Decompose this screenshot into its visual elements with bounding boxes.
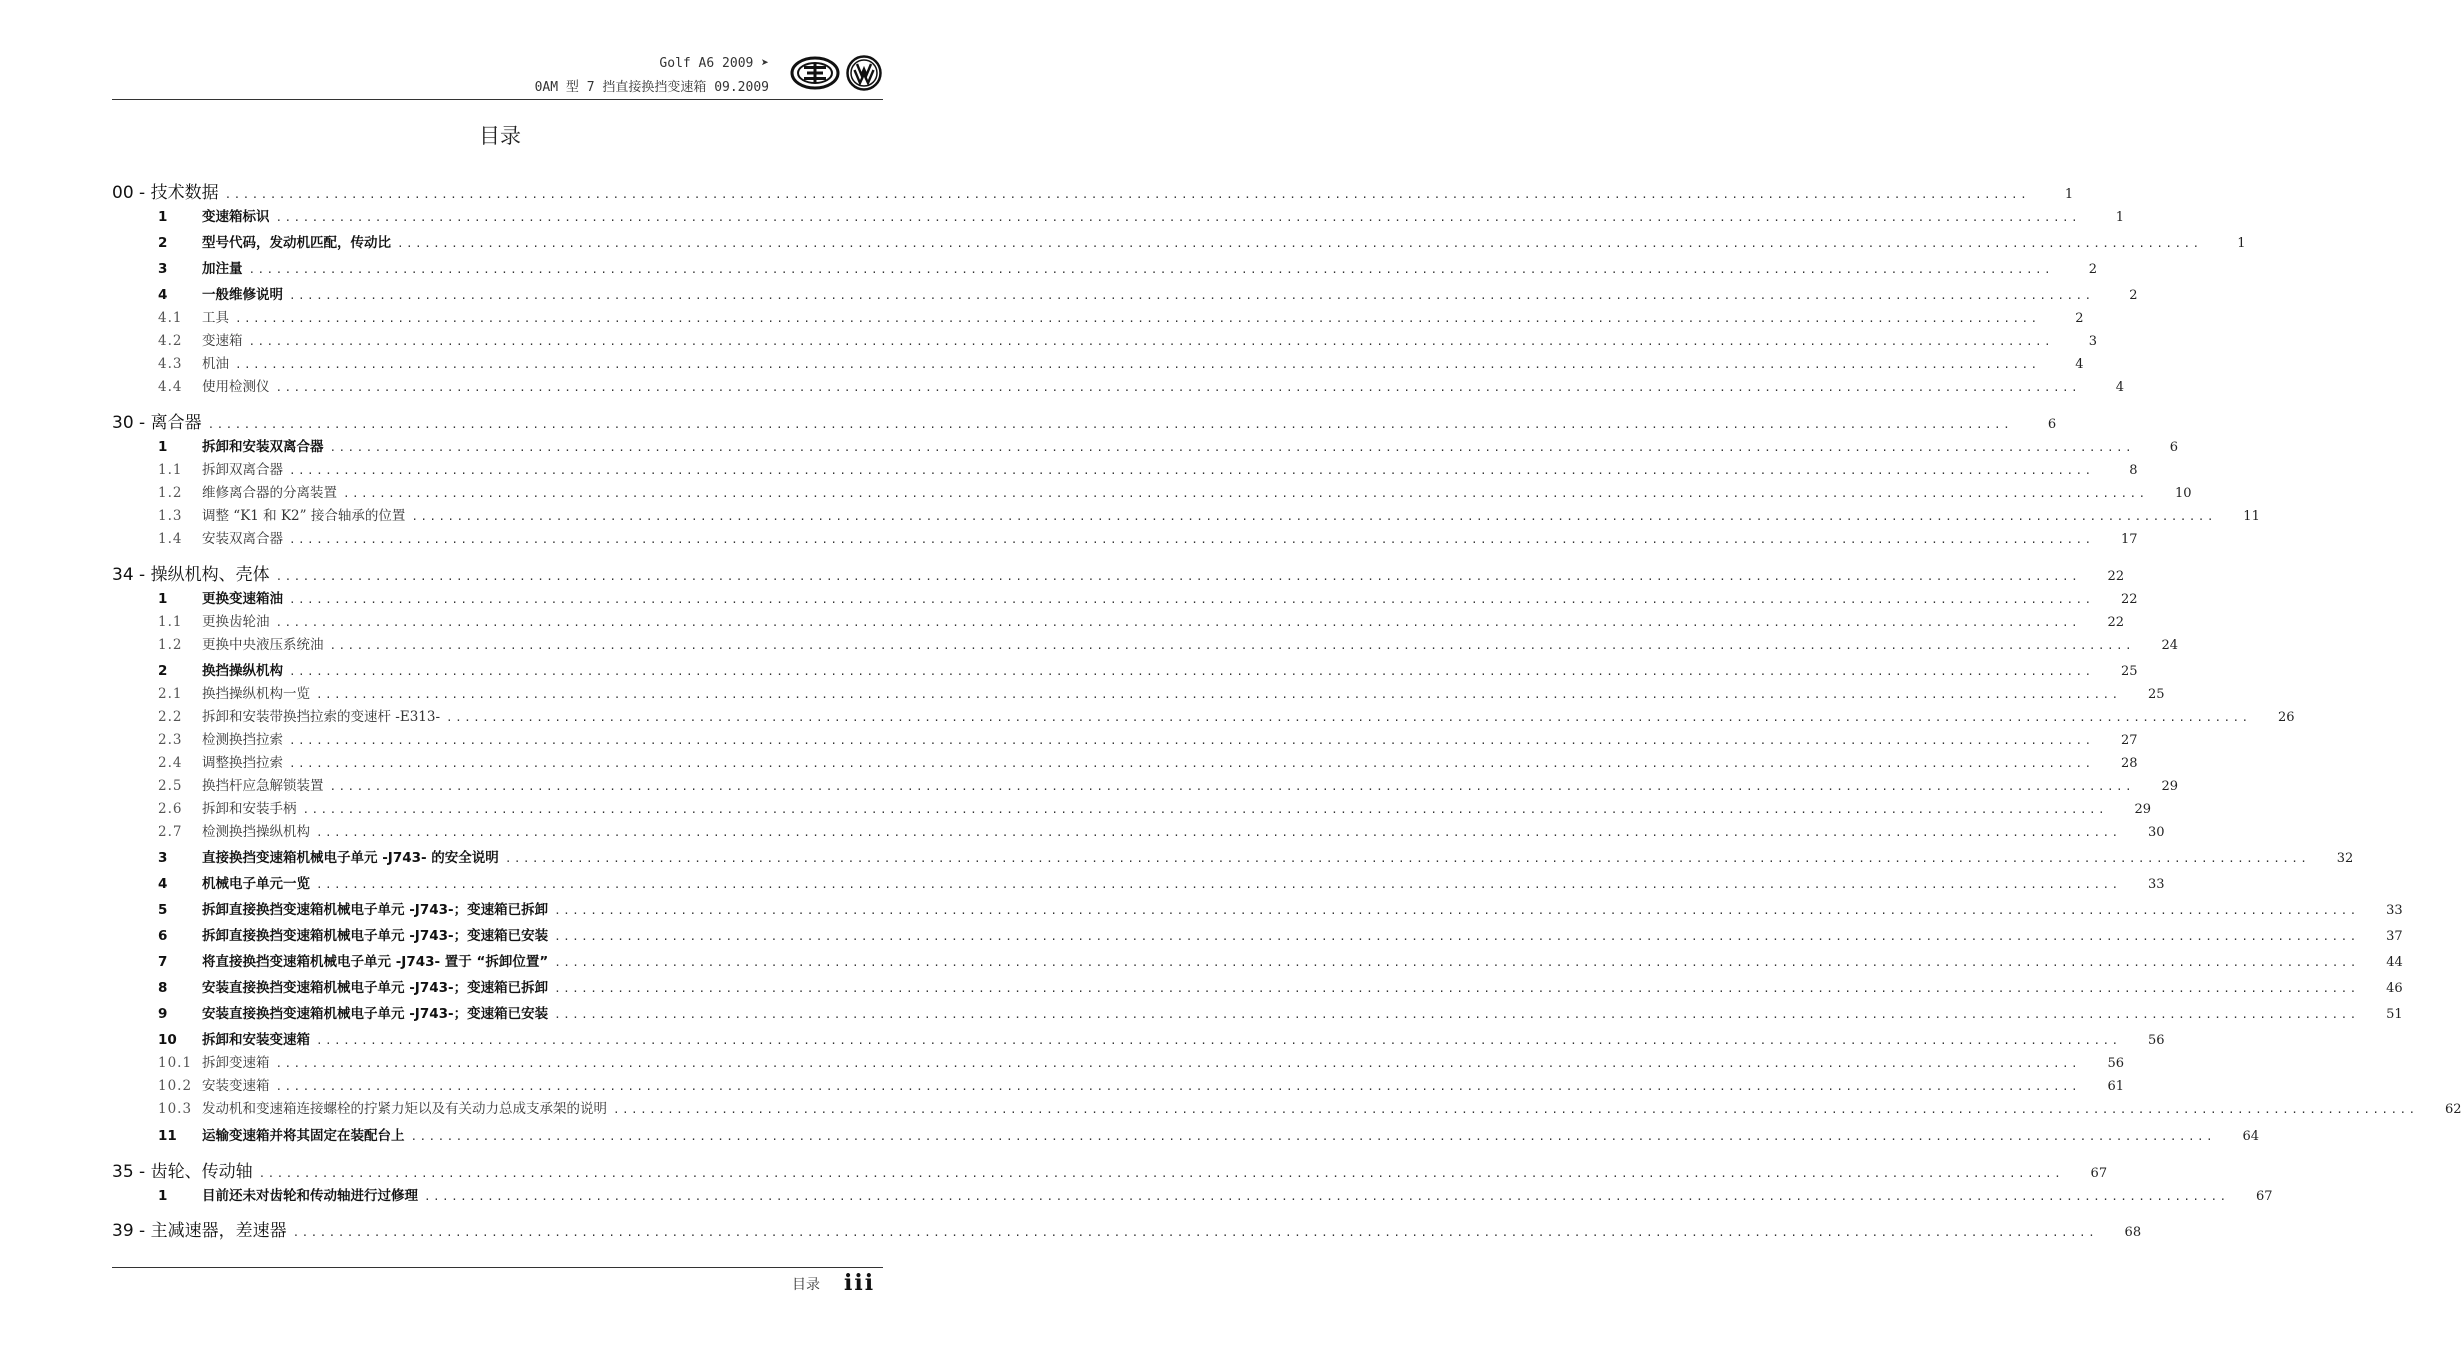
toc-entry[interactable] (112, 329, 2098, 349)
toc-dot-leader: ........................................................................................................................................................................................................ (554, 904, 2359, 917)
toc-dot-leader: ........................................................................................................................................................................................................ (289, 289, 2094, 302)
toc-entry[interactable] (112, 458, 2138, 478)
toc-entry-title: 39 - 主减速器，差速器 (112, 1221, 287, 1241)
toc-dot-leader: ........................................................................................................................................................................................................ (329, 639, 2135, 652)
toc-entry[interactable] (112, 408, 2057, 433)
toc-entry[interactable] (112, 846, 2354, 866)
toc-entry-title: 换挡操纵机构一览 (202, 686, 310, 702)
toc-dot-leader: ........................................................................................................................................................................................................ (302, 803, 2108, 816)
toc-entry[interactable] (112, 1124, 2260, 1144)
toc-dot-leader: ........................................................................................................................................................................................................ (554, 956, 2359, 969)
vw-logo-icon (846, 55, 882, 91)
toc-entry-page: 6 (2047, 417, 2057, 432)
toc-entry-page: 1 (2115, 210, 2125, 225)
toc-entry[interactable] (112, 774, 2179, 794)
toc-entry-title: 拆卸和安装双离合器 (202, 439, 324, 455)
toc-entry-title: 运输变速箱并将其固定在装配台上 (202, 1128, 405, 1144)
toc-entry[interactable] (112, 924, 2403, 944)
toc-entry-title: 加注量 (202, 261, 243, 277)
toc-entry-title: 拆卸直接换挡变速箱机械电子单元 -J743-；变速箱已安装 (202, 928, 549, 944)
footer-page-number: iii (844, 1270, 876, 1296)
toc-entry-title: 一般维修说明 (202, 287, 283, 303)
toc-entry-number: 1 (158, 591, 168, 607)
toc-dot-leader: ........................................................................................................................................................................................................ (554, 982, 2359, 995)
toc-entry-number: 2 (158, 663, 168, 679)
toc-entry-number: 5 (158, 902, 168, 918)
toc-dot-leader: ........................................................................................................................................................................................................ (289, 757, 2094, 770)
toc-dot-leader: ........................................................................................................................................................................................................ (446, 711, 2251, 724)
toc-entry-page: 25 (2147, 687, 2165, 702)
toc-entry-title: 发动机和变速箱连接螺栓的拧紧力矩以及有关动力总成支承架的说明 (202, 1101, 607, 1117)
toc-entry-page: 44 (2386, 955, 2403, 970)
toc-entry-page: 4 (2075, 357, 2084, 372)
faw-logo-icon (790, 56, 840, 90)
toc-entry-title: 换挡杆应急解锁装置 (202, 778, 324, 794)
toc-entry-number: 3 (158, 850, 168, 866)
toc-dot-leader: ........................................................................................................................................................................................................ (292, 1226, 2098, 1239)
toc-entry-page: 37 (2386, 929, 2403, 944)
toc-entry-page: 67 (2090, 1166, 2108, 1181)
toc-entry-title: 维修离合器的分离装置 (202, 485, 337, 501)
toc-dot-leader: ........................................................................................................................................................................................................ (424, 1190, 2229, 1203)
toc-entry-number: 1.2 (158, 637, 183, 653)
toc-dot-leader: ........................................................................................................................................................................................................ (397, 237, 2202, 250)
toc-entry-number: 4.4 (158, 379, 183, 395)
toc-entry-number: 4.2 (158, 333, 183, 349)
toc-entry[interactable] (112, 1184, 2273, 1204)
toc-dot-leader: ........................................................................................................................................................................................................ (410, 1130, 2216, 1143)
toc-dot-leader: ........................................................................................................................................................................................................ (235, 358, 2040, 371)
toc-entry-title: 拆卸和安装手柄 (202, 801, 297, 817)
header-model-line: Golf A6 2009 ➤ (659, 56, 769, 71)
header-subject-line: 0AM 型 7 挡直接换挡变速箱 09.2009 (534, 80, 769, 95)
toc-entry[interactable] (112, 481, 2192, 501)
toc-entry[interactable] (112, 872, 2165, 892)
toc-entry-page: 62 (2444, 1102, 2462, 1117)
toc-entry-page: 2 (2075, 311, 2084, 326)
toc-entry-number: 1 (158, 1188, 168, 1204)
toc-dot-leader: ........................................................................................................................................................................................................ (258, 1167, 2064, 1180)
toc-entry[interactable] (112, 1028, 2165, 1048)
toc-entry-page: 28 (2120, 756, 2138, 771)
toc-dot-leader: ........................................................................................................................................................................................................ (316, 878, 2121, 891)
toc-entry-page: 22 (2120, 592, 2138, 607)
toc-entry-number: 4 (158, 876, 168, 892)
toc-entry-page: 10 (2174, 486, 2192, 501)
toc-dot-leader: ........................................................................................................................................................................................................ (248, 335, 2054, 348)
toc-dot-leader: ........................................................................................................................................................................................................ (289, 665, 2094, 678)
toc-entry-number: 6 (158, 928, 168, 944)
toc-entry-title: 安装直接换挡变速箱机械电子单元 -J743-；变速箱已拆卸 (202, 980, 549, 996)
toc-entry[interactable] (112, 527, 2138, 547)
toc-entry[interactable] (112, 283, 2138, 303)
toc-entry-title: 检测换挡操纵机构 (202, 824, 310, 840)
toc-entry[interactable] (112, 435, 2179, 455)
toc-dot-leader: ........................................................................................................................................................................................................ (329, 441, 2135, 454)
toc-entry-page: 2 (2088, 262, 2098, 277)
toc-entry-number: 4.1 (158, 310, 183, 326)
toc-entry-page: 11 (2243, 509, 2260, 524)
toc-entry-title: 将直接换挡变速箱机械电子单元 -J743- 置于 “拆卸位置” (202, 954, 549, 970)
toc-entry-number: 2.6 (158, 801, 183, 817)
toc-entry-title: 拆卸和安装变速箱 (202, 1032, 310, 1048)
toc-entry-title: 30 - 离合器 (112, 413, 202, 433)
toc-entry[interactable] (112, 633, 2179, 653)
toc-entry-title: 型号代码，发动机匹配，传动比 (202, 235, 391, 251)
toc-entry-title: 使用检测仪 (202, 379, 270, 395)
toc-entry-page: 51 (2386, 1007, 2403, 1022)
toc-entry[interactable] (112, 352, 2084, 372)
toc-dot-leader: ........................................................................................................................................................................................................ (289, 533, 2094, 546)
toc-entry[interactable] (112, 705, 2295, 725)
toc-entry-number: 2.1 (158, 686, 183, 702)
toc-entry-number: 2.7 (158, 824, 183, 840)
toc-entry-title: 变速箱标识 (202, 209, 270, 225)
header-rule (112, 99, 883, 100)
toc-dot-leader: ........................................................................................................................................................................................................ (275, 1080, 2081, 1093)
toc-entry-title: 调整 “K1 和 K2” 接合轴承的位置 (202, 508, 406, 524)
toc-entry-page: 6 (2169, 440, 2179, 455)
toc-entry-page: 25 (2120, 664, 2138, 679)
toc-entry-page: 27 (2120, 733, 2138, 748)
toc-entry-number: 3 (158, 261, 168, 277)
toc-entry-number: 1 (158, 439, 168, 455)
toc-entry[interactable] (112, 728, 2138, 748)
toc-dot-leader: ........................................................................................................................................................................................................ (411, 510, 2216, 523)
toc-entry-number: 1.4 (158, 531, 183, 547)
toc-entry-number: 2.5 (158, 778, 183, 794)
toc-entry[interactable] (112, 560, 2125, 585)
toc-entry-title: 更换变速箱油 (202, 591, 283, 607)
toc-entry-title: 机油 (202, 356, 229, 372)
toc-dot-leader: ........................................................................................................................................................................................................ (289, 464, 2094, 477)
toc-dot-leader: ........................................................................................................................................................................................................ (207, 418, 2013, 431)
toc-dot-leader: ........................................................................................................................................................................................................ (613, 1103, 2418, 1116)
toc-entry-page: 29 (2161, 779, 2179, 794)
toc-dot-leader: ........................................................................................................................................................................................................ (554, 1008, 2359, 1021)
toc-entry[interactable] (112, 375, 2125, 395)
toc-entry-page: 67 (2255, 1189, 2273, 1204)
footer-section-label: 目录 (792, 1277, 820, 1293)
toc-entry-page: 33 (2147, 877, 2165, 892)
toc-entry-title: 安装变速箱 (202, 1078, 270, 1094)
toc-dot-leader: ........................................................................................................................................................................................................ (316, 1034, 2121, 1047)
toc-entry-page: 26 (2278, 710, 2295, 725)
toc-dot-leader: ........................................................................................................................................................................................................ (329, 780, 2135, 793)
toc-entry-title: 目前还未对齿轮和传动轴进行过修理 (202, 1188, 418, 1204)
toc-entry-number: 1.3 (158, 508, 183, 524)
toc-entry-page: 4 (2115, 380, 2125, 395)
toc-entry-title: 调整换挡拉索 (202, 755, 283, 771)
toc-dot-leader: ........................................................................................................................................................................................................ (343, 487, 2148, 500)
toc-entry-title: 更换中央液压系统油 (202, 637, 324, 653)
toc-entry[interactable] (112, 682, 2165, 702)
toc-entry-number: 7 (158, 954, 168, 970)
toc-entry[interactable] (112, 257, 2098, 277)
toc-entry-title: 安装双离合器 (202, 531, 283, 547)
toc-entry-title: 换挡操纵机构 (202, 663, 283, 679)
toc-entry-number: 10 (158, 1032, 177, 1048)
toc-entry-page: 56 (2107, 1056, 2125, 1071)
toc-entry-number: 11 (158, 1128, 177, 1144)
toc-entry-page: 3 (2088, 334, 2098, 349)
toc-dot-leader: ........................................................................................................................................................................................................ (554, 930, 2359, 943)
toc-dot-leader: ........................................................................................................................................................................................................ (275, 570, 2081, 583)
toc-entry-title: 变速箱 (202, 333, 243, 349)
toc-dot-leader: ........................................................................................................................................................................................................ (235, 312, 2040, 325)
toc-entry-page: 17 (2120, 532, 2138, 547)
toc-entry-number: 1 (158, 209, 168, 225)
toc-entry-title: 34 - 操纵机构、壳体 (112, 565, 270, 585)
toc-entry[interactable] (112, 1074, 2125, 1094)
toc-entry-number: 10.3 (158, 1101, 193, 1117)
toc-entry[interactable] (112, 178, 2074, 203)
toc-dot-leader: ........................................................................................................................................................................................................ (248, 263, 2054, 276)
toc-entry-page: 61 (2107, 1079, 2125, 1094)
toc-entry[interactable] (112, 306, 2084, 326)
toc-entry-title: 机械电子单元一览 (202, 876, 310, 892)
toc-entry-page: 29 (2134, 802, 2152, 817)
page-title: 目录 (479, 124, 521, 148)
toc-entry[interactable] (112, 504, 2260, 524)
toc-entry-title: 拆卸和安装带换挡拉索的变速杆 -E313- (202, 709, 441, 725)
toc-entry-number: 8 (158, 980, 168, 996)
toc-dot-leader: ........................................................................................................................................................................................................ (289, 734, 2094, 747)
toc-entry-number: 2.3 (158, 732, 183, 748)
toc-entry-page: 56 (2147, 1033, 2165, 1048)
toc-entry[interactable] (112, 1157, 2108, 1182)
toc-entry-title: 直接换挡变速箱机械电子单元 -J743- 的安全说明 (202, 850, 499, 866)
toc-dot-leader: ........................................................................................................................................................................................................ (224, 188, 2030, 201)
toc-entry-number: 1.2 (158, 485, 183, 501)
toc-entry-title: 拆卸双离合器 (202, 462, 283, 478)
toc-entry-number: 1.1 (158, 614, 183, 630)
toc-entry-number: 10.1 (158, 1055, 193, 1071)
toc-dot-leader: ........................................................................................................................................................................................................ (275, 616, 2081, 629)
toc-entry-page: 8 (2129, 463, 2138, 478)
toc-entry-title: 安装直接换挡变速箱机械电子单元 -J743-；变速箱已安装 (202, 1006, 549, 1022)
toc-entry-title: 检测换挡拉索 (202, 732, 283, 748)
toc-entry-number: 2.4 (158, 755, 183, 771)
toc-dot-leader: ........................................................................................................................................................................................................ (316, 688, 2121, 701)
toc-entry[interactable] (112, 587, 2138, 607)
toc-entry-page: 1 (2064, 187, 2074, 202)
toc-dot-leader: ........................................................................................................................................................................................................ (504, 852, 2310, 865)
toc-entry[interactable] (112, 751, 2138, 771)
toc-entry-title: 35 - 齿轮、传动轴 (112, 1162, 253, 1182)
toc-entry-title: 工具 (202, 310, 229, 326)
toc-entry-page: 22 (2107, 569, 2125, 584)
toc-entry-number: 10.2 (158, 1078, 193, 1094)
toc-entry[interactable] (112, 797, 2152, 817)
toc-dot-leader: ........................................................................................................................................................................................................ (316, 826, 2121, 839)
toc-entry[interactable] (112, 950, 2403, 970)
toc-entry[interactable] (112, 976, 2403, 996)
toc-entry[interactable] (112, 1216, 2142, 1241)
toc-entry-number: 4 (158, 287, 168, 303)
toc-dot-leader: ........................................................................................................................................................................................................ (289, 593, 2094, 606)
toc-entry-number: 1.1 (158, 462, 183, 478)
toc-entry-page: 1 (2237, 236, 2246, 251)
toc-entry[interactable] (112, 1097, 2462, 1117)
toc-entry-page: 22 (2107, 615, 2125, 630)
toc-entry[interactable] (112, 610, 2125, 630)
toc-dot-leader: ........................................................................................................................................................................................................ (275, 211, 2081, 224)
toc-entry-page: 64 (2242, 1129, 2260, 1144)
toc-entry-page: 24 (2161, 638, 2179, 653)
toc-entry-number: 2.2 (158, 709, 183, 725)
footer-rule (112, 1267, 883, 1268)
toc-entry[interactable] (112, 231, 2246, 251)
toc-entry-number: 9 (158, 1006, 168, 1022)
toc-entry-title: 拆卸直接换挡变速箱机械电子单元 -J743-；变速箱已拆卸 (202, 902, 549, 918)
toc-entry-page: 68 (2124, 1225, 2142, 1240)
toc-dot-leader: ........................................................................................................................................................................................................ (275, 381, 2081, 394)
toc-entry[interactable] (112, 1002, 2403, 1022)
toc-entry-number: 2 (158, 235, 168, 251)
toc-entry[interactable] (112, 659, 2138, 679)
toc-entry-number: 4.3 (158, 356, 183, 372)
toc-entry-page: 2 (2129, 288, 2138, 303)
toc-entry-title: 拆卸变速箱 (202, 1055, 270, 1071)
toc-entry[interactable] (112, 820, 2165, 840)
toc-entry-page: 32 (2336, 851, 2354, 866)
toc-entry-title: 更换齿轮油 (202, 614, 270, 630)
toc-entry[interactable] (112, 898, 2403, 918)
toc-entry-title: 00 - 技术数据 (112, 183, 219, 203)
toc-entry[interactable] (112, 1051, 2125, 1071)
toc-dot-leader: ........................................................................................................................................................................................................ (275, 1057, 2081, 1070)
toc-entry-page: 46 (2386, 981, 2403, 996)
toc-entry[interactable] (112, 205, 2125, 225)
toc-entry-page: 33 (2386, 903, 2403, 918)
toc-entry-page: 30 (2147, 825, 2165, 840)
